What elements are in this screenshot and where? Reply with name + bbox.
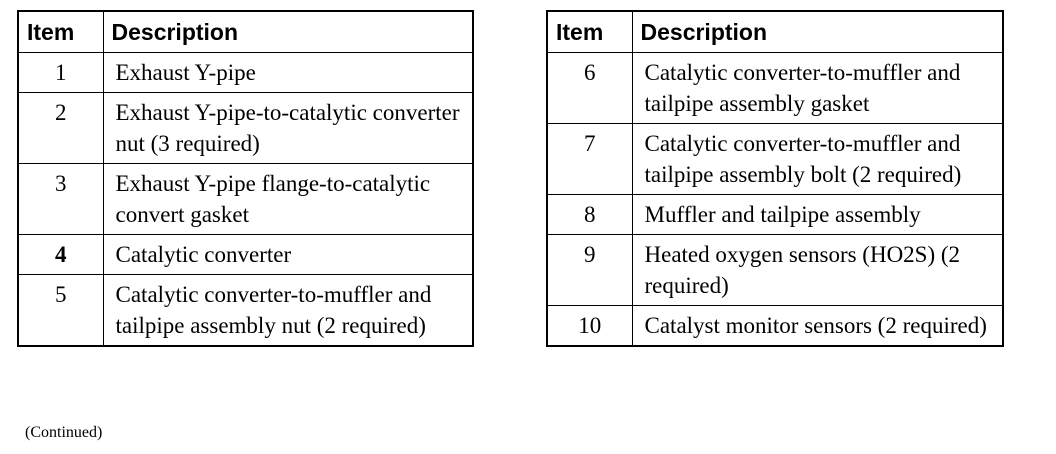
item-number: 9	[547, 235, 632, 306]
parts-table-left	[17, 10, 474, 347]
item-number: 5	[18, 275, 103, 347]
item-description: Heated oxygen sensors (HO2S) (2 required)	[632, 235, 1003, 306]
item-description: Catalyst monitor sensors (2 required)	[632, 306, 1003, 347]
item-description: Catalytic converter-to-muffler and tailpipe assembly nut (2 required)	[103, 275, 473, 347]
continued-note: (Continued)	[25, 424, 103, 441]
item-description: Catalytic converter	[103, 235, 473, 275]
item-number: 8	[547, 195, 632, 235]
table-row	[18, 53, 473, 93]
item-column-header: Item	[18, 11, 103, 53]
item-number: 7	[547, 124, 632, 195]
item-column-header: Item	[547, 11, 632, 53]
item-description: Catalytic converter-to-muffler and tailpipe assembly bolt (2 required)	[632, 124, 1003, 195]
item-number: 3	[18, 164, 103, 235]
table-header-row	[18, 11, 473, 53]
item-number: 6	[547, 53, 632, 124]
table-row	[18, 235, 473, 275]
table-row	[547, 53, 1003, 124]
item-number: 4	[18, 235, 103, 275]
description-column-header: Description	[103, 11, 473, 53]
table-row	[547, 235, 1003, 306]
table-row	[18, 164, 473, 235]
table-row	[547, 195, 1003, 235]
item-description: Exhaust Y-pipe flange-to-catalytic convert gasket	[103, 164, 473, 235]
parts-table-right	[546, 10, 1004, 347]
table-row	[18, 93, 473, 164]
item-number: 2	[18, 93, 103, 164]
item-number: 1	[18, 53, 103, 93]
item-description: Catalytic converter-to-muffler and tailpipe assembly gasket	[632, 53, 1003, 124]
table-header-row	[547, 11, 1003, 53]
item-description: Exhaust Y-pipe-to-catalytic converter nut (3 required)	[103, 93, 473, 164]
item-number: 10	[547, 306, 632, 347]
item-description: Exhaust Y-pipe	[103, 53, 473, 93]
table-row	[547, 124, 1003, 195]
description-column-header: Description	[632, 11, 1003, 53]
item-description: Muffler and tailpipe assembly	[632, 195, 1003, 235]
table-row	[547, 306, 1003, 347]
table-row	[18, 275, 473, 347]
